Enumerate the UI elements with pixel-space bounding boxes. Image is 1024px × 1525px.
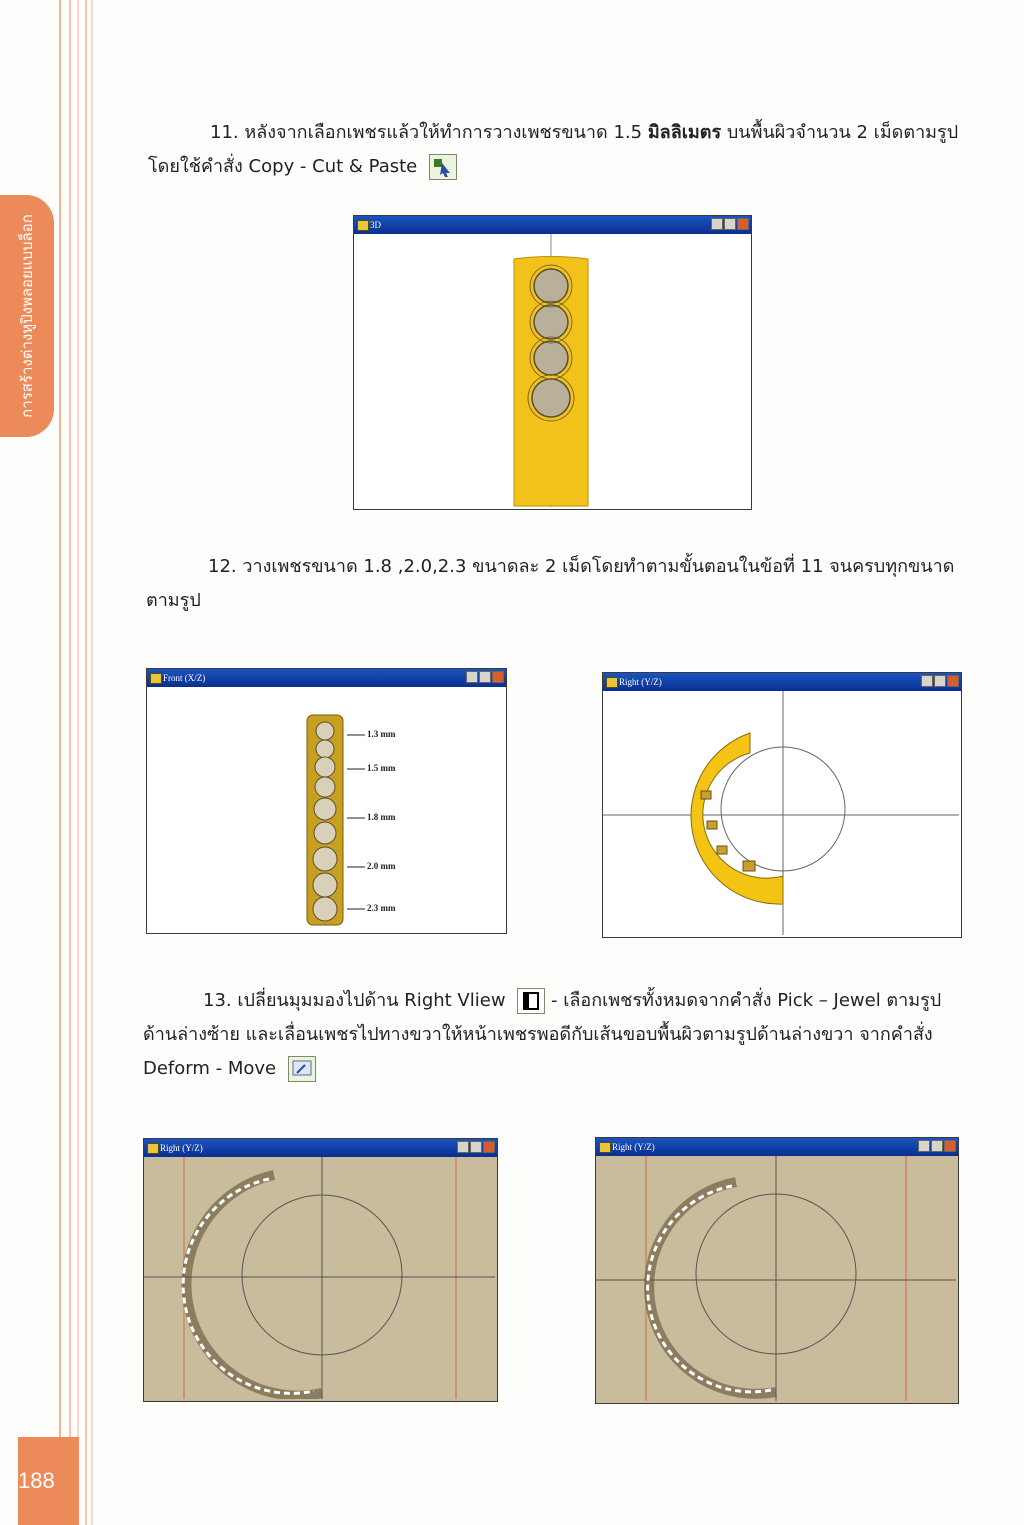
window-right-yz-after[interactable] xyxy=(595,1137,959,1404)
window-front-xz[interactable] xyxy=(146,668,507,934)
minimize-button[interactable] xyxy=(921,675,933,687)
window-right-titlebar[interactable] xyxy=(603,673,961,691)
window-3d-viewport[interactable] xyxy=(354,234,751,509)
app-icon xyxy=(147,1143,159,1154)
window-controls xyxy=(466,671,504,683)
minimize-button[interactable] xyxy=(457,1141,469,1153)
minimize-button[interactable] xyxy=(918,1140,930,1152)
window-right-viewport[interactable] xyxy=(603,691,961,937)
step-11-text-b: บนพื้นผิวจำนวน 2 เม็ดตามรูป โดยใช้คำสั่ง Copy - Cut & Paste xyxy=(148,122,959,177)
maximize-button[interactable] xyxy=(934,675,946,687)
deform-move-icon[interactable] xyxy=(288,1056,316,1082)
close-button[interactable] xyxy=(492,671,504,683)
maximize-button[interactable] xyxy=(479,671,491,683)
size-label-2-3: 2.3 mm xyxy=(367,903,396,913)
window-3d[interactable] xyxy=(353,215,752,510)
window-after-titlebar[interactable] xyxy=(596,1138,958,1156)
window-before-viewport[interactable] xyxy=(144,1157,497,1401)
copy-paste-tool-icon[interactable] xyxy=(429,154,457,180)
window-after-viewport[interactable] xyxy=(596,1156,958,1403)
close-button[interactable] xyxy=(944,1140,956,1152)
chapter-tab-label: การสร้างต่างหูปิงพลอยแบบล็อก xyxy=(18,214,36,418)
step-11-text xyxy=(148,116,973,184)
app-icon xyxy=(599,1142,611,1153)
size-label-1-3: 1.3 mm xyxy=(367,729,396,739)
app-icon xyxy=(150,673,162,684)
size-label-1-8: 1.8 mm xyxy=(367,812,396,822)
close-button[interactable] xyxy=(947,675,959,687)
maximize-button[interactable] xyxy=(470,1141,482,1153)
close-button[interactable] xyxy=(483,1141,495,1153)
maximize-button[interactable] xyxy=(724,218,736,230)
step-13-text-b: - เลือกเพชรทั้งหมดจากคำสั่ง Pick – Jewel ตามรูปด้านล่างซ้าย และเลื่อนเพชรไปทางขวาให้หน้าเพชรพอดีกับเส้นขอบพื้นผิวตามรูปด้านล่างขวา จากคำสั่ง Deform - Move xyxy=(143,990,942,1079)
window-controls xyxy=(711,218,749,230)
page-number: 188 xyxy=(18,1468,55,1493)
window-controls xyxy=(918,1140,956,1152)
ring-profile-render xyxy=(603,691,959,935)
size-label-2-0: 2.0 mm xyxy=(367,861,396,871)
window-3d-title: 3D xyxy=(370,220,381,230)
window-front-viewport[interactable] xyxy=(147,687,506,933)
minimize-button[interactable] xyxy=(466,671,478,683)
jewel-strip-3d-render xyxy=(354,234,749,507)
window-right-yz-before[interactable] xyxy=(143,1138,498,1402)
window-right-title: Right (Y/Z) xyxy=(619,677,662,687)
window-right-yz[interactable] xyxy=(602,672,962,938)
window-controls xyxy=(921,675,959,687)
ring-wireframe-moved-render xyxy=(596,1156,956,1401)
jewel-strip-front-render xyxy=(147,687,504,931)
minimize-button[interactable] xyxy=(711,218,723,230)
window-controls xyxy=(457,1141,495,1153)
step-11-text-a: 11. หลังจากเลือกเพชรแล้วให้ทำการวางเพชรขนาด 1.5 xyxy=(210,122,648,143)
step-13-text xyxy=(143,984,968,1086)
ring-wireframe-selected-render xyxy=(144,1157,495,1399)
window-3d-titlebar[interactable] xyxy=(354,216,751,234)
maximize-button[interactable] xyxy=(931,1140,943,1152)
window-front-titlebar[interactable] xyxy=(147,669,506,687)
window-after-title: Right (Y/Z) xyxy=(612,1142,655,1152)
window-before-titlebar[interactable] xyxy=(144,1139,497,1157)
app-icon xyxy=(357,220,369,231)
step-13-text-a: 13. เปลี่ยนมุมมองไปด้าน Right Vliew xyxy=(203,990,506,1011)
chapter-side-tab xyxy=(0,195,54,437)
step-11-bold: มิลลิเมตร xyxy=(647,122,722,143)
step-12-text: 12. วางเพชรขนาด 1.8 ,2.0,2.3 ขนาดละ 2 เม็ดโดยทำตามขั้นตอนในข้อที่ 11 จนครบทุกขนาดตามรูป xyxy=(146,556,955,611)
window-front-title: Front (X/Z) xyxy=(163,673,206,683)
size-label-1-5: 1.5 mm xyxy=(367,763,396,773)
right-view-icon[interactable] xyxy=(517,988,545,1014)
window-before-title: Right (Y/Z) xyxy=(160,1143,203,1153)
close-button[interactable] xyxy=(737,218,749,230)
app-icon xyxy=(606,677,618,688)
